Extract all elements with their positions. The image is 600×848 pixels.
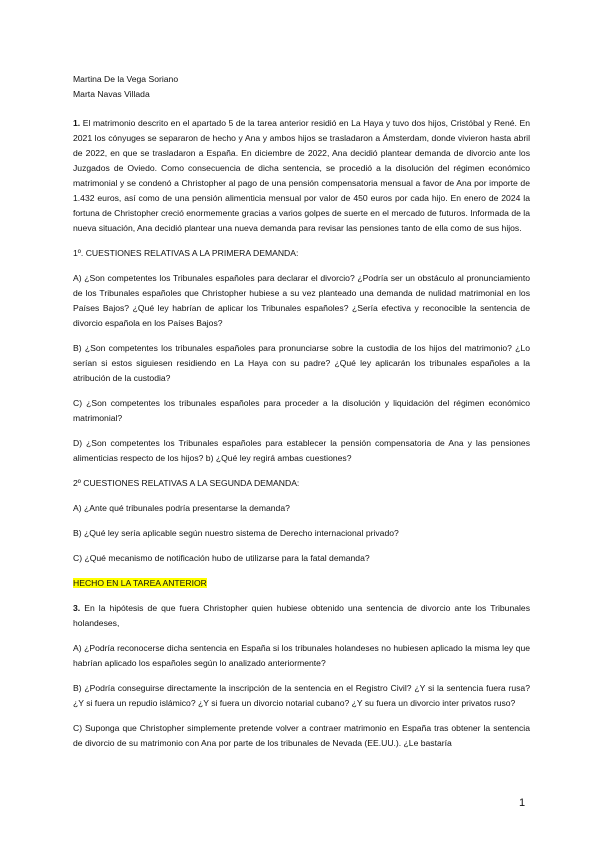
author-name: Martina De la Vega Soriano xyxy=(73,74,179,84)
section1-question-a: A) ¿Son competentes los Tribunales españoles para declarar el divorcio? ¿Podría ser un obstáculo al pronunciamiento de los Tribunales españoles que Christopher hubiese a su vez planteado una demanda de nulidad matrimonial en los Países Bajos? ¿Qué ley habrían de aplicar los Tribunales españoles? ¿Sería efectiva y reconocible la sentencia de divorcio española en los Países Bajos? xyxy=(73,273,530,328)
section1-question-d: D) ¿Son competentes los Tribunales españoles para establecer la pensión compensatoria de Ana y las pensiones alimenticias respecto de los hijos? b) ¿Qué ley regirá ambas cuestiones? xyxy=(73,438,530,463)
section1-question-c: C) ¿Son competentes los tribunales españoles para proceder a la disolución y liquidación del régimen económico matrimonial? xyxy=(73,398,530,423)
section2-question-c: C) ¿Qué mecanismo de notificación hubo de utilizarse para la fatal demanda? xyxy=(73,553,370,563)
section2-heading: 2º CUESTIONES RELATIVAS A LA SEGUNDA DEMANDA: xyxy=(73,478,300,488)
intro-paragraph xyxy=(73,116,530,236)
intro-text: El matrimonio descrito en el apartado 5 de la tarea anterior residió en La Haya y tuvo dos hijos, Cristóbal y René. En 2021 los cónyuges se separaron de hecho y Ana y ambos hijos se trasladaron a Ámsterdam, donde vivieron hasta abril de 2022, en que se trasladaron a España. En diciembre de 2022, Ana decidió plantear demanda de divorcio ante los Juzgados de Oviedo. Como consecuencia de dicha sentencia, se procedió a la disolución del régimen económico matrimonial y se condenó a Christopher al pago de una pensión compensatoria mensual a favor de Ana por importe de 1.432 euros, así como de una pensión alimenticia mensual por valor de 450 euros por cada hijo. En enero de 2024 la fortuna de Christopher creció enormemente gracias a varios golpes de suerte en el mercado de futuros. Informada de la nueva situación, Ana decidió plantear una nueva demanda para revisar las pensiones tanto de ella como de sus hijos. xyxy=(73,118,530,233)
section3-paragraph xyxy=(73,601,530,631)
section2-question-b: B) ¿Qué ley sería aplicable según nuestro sistema de Derecho internacional privado? xyxy=(73,528,399,538)
section3-question-c: C) Suponga que Christopher simplemente pretende volver a contraer matrimonio en España tras obtener la sentencia de divorcio de su matrimonio con Ana por parte de los tribunales de Nevada (EE.UU.). ¿Le bastaría xyxy=(73,723,530,748)
highlighted-note: HECHO EN LA TAREA ANTERIOR xyxy=(73,578,207,588)
document-body xyxy=(73,72,530,761)
section2-question-a: A) ¿Ante qué tribunales podría presentarse la demanda? xyxy=(73,503,290,513)
section1-heading: 1º. CUESTIONES RELATIVAS A LA PRIMERA DEMANDA: xyxy=(73,248,299,258)
paragraph-number: 3. xyxy=(73,603,81,613)
author-name: Marta Navas Villada xyxy=(73,89,150,99)
author-list xyxy=(73,72,530,102)
section1-question-b: B) ¿Son competentes los tribunales españoles para pronunciarse sobre la custodia de los hijos del matrimonio? ¿Lo serían si estos siguiesen residiendo en La Haya con su padre? ¿Qué ley aplicarán los tribunales españoles a la atribución de la custodia? xyxy=(73,343,530,383)
section3-question-b: B) ¿Podría conseguirse directamente la inscripción de la sentencia en el Registro Civil? ¿Y si la sentencia fuera rusa? ¿Y si fuera un repudio islámico? ¿Y si fuera un divorcio notarial cubano? ¿Y su fuera un divorcio inter privatos ruso? xyxy=(73,683,530,708)
section3-question-a: A) ¿Podría reconocerse dicha sentencia en España si los tribunales holandeses no hubiesen aplicado la misma ley que habrían aplicado los españoles según lo analizado anteriormente? xyxy=(73,643,530,668)
page-number: 1 xyxy=(519,797,526,809)
paragraph-number: 1. xyxy=(73,118,81,128)
section3-text: En la hipótesis de que fuera Christopher quien hubiese obtenido una sentencia de divorcio ante los Tribunales holandeses, xyxy=(73,603,530,628)
